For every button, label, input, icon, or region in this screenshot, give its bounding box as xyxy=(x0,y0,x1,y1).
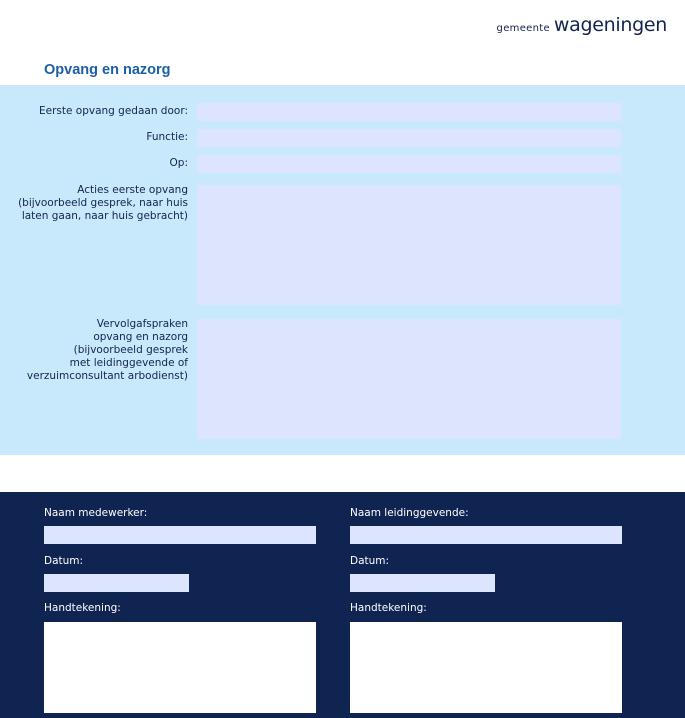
op-label: Op: xyxy=(169,157,188,169)
acties-label-line2: (bijvoorbeeld gesprek, naar huis xyxy=(18,197,188,209)
vervolg-label-line2: opvang en nazorg xyxy=(93,331,188,343)
vervolg-label-line3: (bijvoorbeeld gesprek xyxy=(73,344,188,356)
acties-textarea[interactable] xyxy=(197,185,621,305)
acties-label xyxy=(18,184,188,223)
naam-medewerker-field[interactable] xyxy=(44,526,316,544)
vervolg-label-line5: verzuimconsultant arbodienst) xyxy=(26,370,188,382)
datum-label-medewerker: Datum: xyxy=(44,555,84,567)
handtekening-label-leidinggevende: Handtekening: xyxy=(350,602,427,614)
vervolg-label-line1: Vervolgafspraken xyxy=(96,318,188,330)
op-field[interactable] xyxy=(197,155,621,173)
vervolg-textarea[interactable] xyxy=(197,319,621,439)
functie-label: Functie: xyxy=(146,131,188,143)
acties-label-line1: Acties eerste opvang xyxy=(77,184,188,196)
functie-field[interactable] xyxy=(197,129,621,147)
eerste-opvang-label: Eerste opvang gedaan door: xyxy=(38,105,188,117)
section-title: Opvang en nazorg xyxy=(44,62,171,78)
naam-medewerker-label: Naam medewerker: xyxy=(44,507,148,519)
acties-label-line3: laten gaan, naar huis gebracht) xyxy=(21,210,188,222)
logo-wageningen-text: wageningen xyxy=(553,14,667,36)
handtekening-box-medewerker[interactable] xyxy=(44,622,316,713)
datum-field-leidinggevende[interactable] xyxy=(350,574,495,592)
logo-gemeente-text: gemeente xyxy=(496,23,550,34)
naam-leidinggevende-label: Naam leidinggevende: xyxy=(350,507,469,519)
vervolg-label xyxy=(27,318,188,383)
naam-leidinggevende-field[interactable] xyxy=(350,526,622,544)
handtekening-box-leidinggevende[interactable] xyxy=(350,622,622,713)
vervolg-label-line4: met leidinggevende of xyxy=(69,357,188,369)
eerste-opvang-field[interactable] xyxy=(197,103,621,121)
handtekening-label-medewerker: Handtekening: xyxy=(44,602,121,614)
datum-label-leidinggevende: Datum: xyxy=(350,555,390,567)
datum-field-medewerker[interactable] xyxy=(44,574,189,592)
gemeente-wageningen-logo xyxy=(497,14,667,36)
